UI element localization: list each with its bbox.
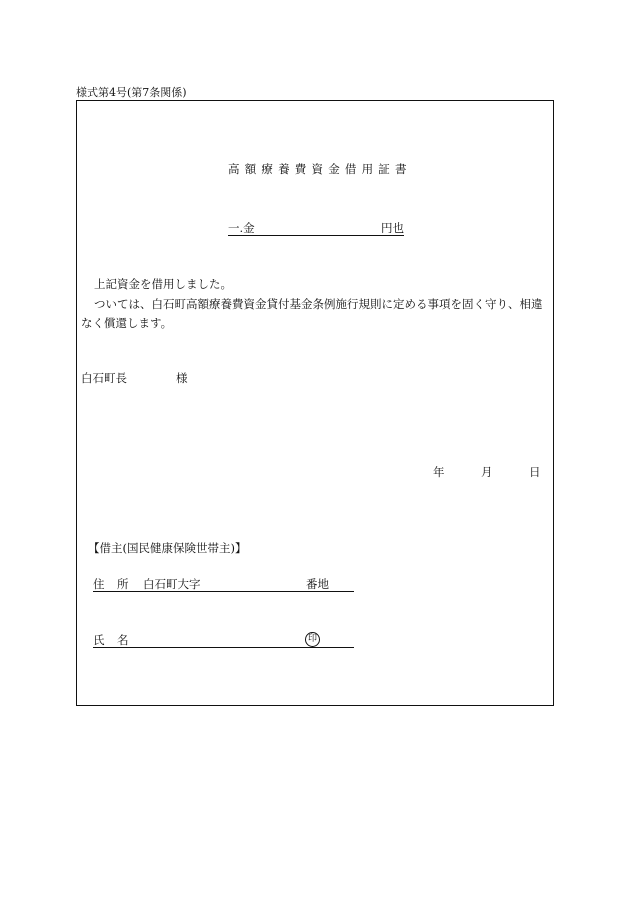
address-suffix: 番地 <box>306 577 329 591</box>
body-line-2: ついては、白石町高額療養費資金貸付基金条例施行規則に定める事項を固く守り、相違 <box>94 297 543 311</box>
amount-prefix: 一.金 <box>228 221 255 235</box>
amount-suffix: 円也 <box>381 221 404 235</box>
amount-line <box>228 220 404 236</box>
date-year-label: 年 <box>433 465 445 479</box>
name-label-2: 名 <box>117 633 129 647</box>
addressee-honorific: 様 <box>176 371 188 385</box>
body-line-3: なく償還します。 <box>81 316 173 330</box>
form-number: 様式第4号(第7条関係) <box>76 86 187 99</box>
date-day-label: 日 <box>529 465 541 479</box>
certificate-frame <box>76 100 554 706</box>
address-label-2: 所 <box>117 577 129 591</box>
borrower-heading: 【借主(国民健康保険世帯主)】 <box>88 541 247 555</box>
body-line-1: 上記資金を借用しました。 <box>94 277 232 291</box>
name-line <box>93 632 354 648</box>
seal-mark: 印 <box>305 632 320 647</box>
document-title: 高額療養費資金借用証書 <box>228 162 412 176</box>
address-value: 白石町大字 <box>143 577 201 591</box>
date-month-label: 月 <box>481 465 493 479</box>
address-label-1: 住 <box>93 577 105 591</box>
addressee-name: 白石町長 <box>81 371 127 385</box>
name-label-1: 氏 <box>93 633 105 647</box>
address-line <box>93 576 354 592</box>
